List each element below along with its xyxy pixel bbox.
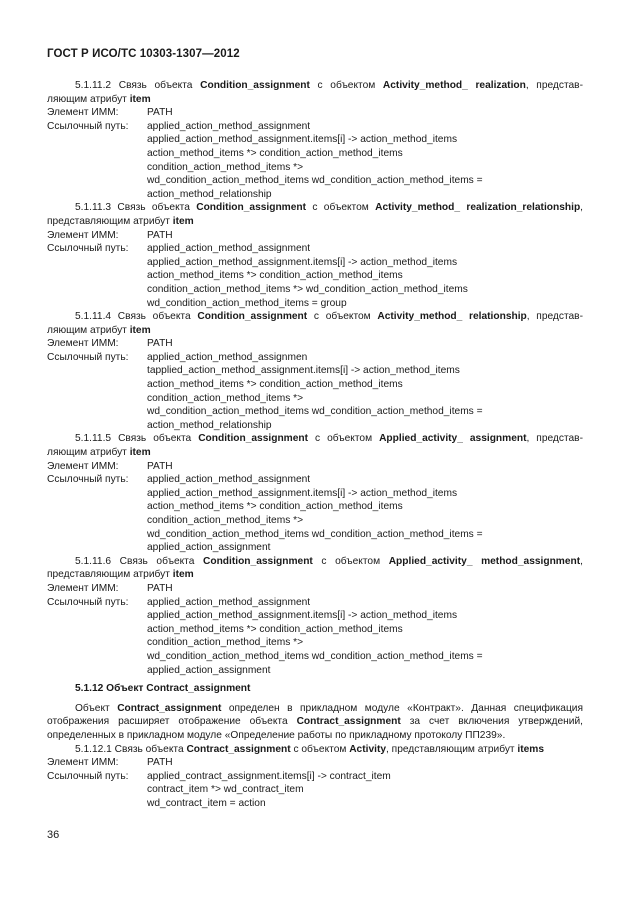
section-paragraph: 5.1.11.4 Связь объекта Condition_assignment с объектом Activity_method_ relationship, представ-ляющим атрибут item — [47, 311, 583, 336]
page-content — [47, 79, 583, 810]
path-row: Ссылочный путь: applied_action_method_assignment applied_action_method_assignment.items[i] -> action_method_items action_method_items *> condition_action_method_items condition_action_method_items *> wd_condition_action_method_items wd_condition_action_method_items = applied_action_assignment — [47, 474, 483, 554]
section-5-1-11-6 — [47, 555, 583, 677]
section-5-1-12-1 — [47, 743, 583, 811]
section-paragraph: 5.1.11.3 Связь объекта Condition_assignment с объектом Activity_method_ realization_relationship, представляющим атрибут item — [47, 202, 584, 227]
section-paragraph: 5.1.12.1 Связь объекта Contract_assignment с объектом Activity, представляющим атрибут items — [75, 743, 545, 755]
imm-row: Элемент ИММ: PATH — [47, 338, 173, 350]
section-5-1-11-3 — [47, 201, 583, 310]
path-row: Ссылочный путь: applied_action_method_assignment applied_action_method_assignment.items[i] -> action_method_items action_method_items *> condition_action_method_items condition_action_method_items *> wd_condition_action_method_items wd_condition_action_method_items = action_method_relationship — [47, 120, 483, 200]
imm-row: Элемент ИММ: PATH — [47, 460, 173, 472]
path-row: Ссылочный путь: applied_action_method_assignment applied_action_method_assignment.items[i] -> action_method_items action_method_items *> condition_action_method_items condition_action_method_items *> wd_condition_action_method_items wd_condition_action_method_items = group — [47, 243, 468, 309]
path-row: Ссылочный путь: applied_contract_assignment.items[i] -> contract_item contract_item *> wd_contract_item wd_contract_item = action — [47, 770, 391, 809]
imm-row: Элемент ИММ: PATH — [47, 107, 173, 119]
intro-paragraph: Объект Contract_assignment определен в прикладном модуле «Контракт». Данная спецификация отображения расширяет отображение объекта Contract_assignment за счет включения утверждений, определенных в прикладном модуле «Определение работы по прикладному протоколу ПП239». — [47, 702, 583, 741]
section-5-1-11-4 — [47, 310, 583, 432]
page-number: 36 — [47, 829, 60, 841]
section-paragraph: 5.1.11.2 Связь объекта Condition_assignment с объектом Activity_method_ realization, представ-ляющим атрибут item — [47, 80, 583, 105]
section-5-1-11-2 — [47, 79, 583, 201]
page-header: ГОСТ Р ИСО/ТС 10303-1307—2012 — [47, 48, 240, 60]
imm-row: Элемент ИММ: PATH — [47, 229, 173, 241]
section-5-1-11-5 — [47, 432, 583, 554]
path-row: Ссылочный путь: applied_action_method_assignment applied_action_method_assignment.items[i] -> action_method_items action_method_items *> condition_action_method_items condition_action_method_items *> wd_condition_action_method_items wd_condition_action_method_items = applied_action_assignment — [47, 596, 483, 676]
path-row: Ссылочный путь: applied_action_method_assignmen tapplied_action_method_assignment.items[i] -> action_method_items action_method_items *> condition_action_method_items condition_action_method_items *> wd_condition_action_method_items wd_condition_action_method_items = action_method_relationship — [47, 351, 483, 431]
imm-row: Элемент ИММ: PATH — [47, 757, 173, 769]
section-paragraph: 5.1.11.6 Связь объекта Condition_assignment с объектом Applied_activity_ method_assignment, представляющим атрибут item — [47, 555, 583, 581]
section-paragraph: 5.1.11.5 Связь объекта Condition_assignment с объектом Applied_activity_ assignment, представ-ляющим атрибут item — [47, 433, 583, 459]
section-heading-5-1-12: 5.1.12 Объект Contract_assignment — [75, 683, 251, 695]
imm-row: Элемент ИММ: PATH — [47, 582, 173, 594]
